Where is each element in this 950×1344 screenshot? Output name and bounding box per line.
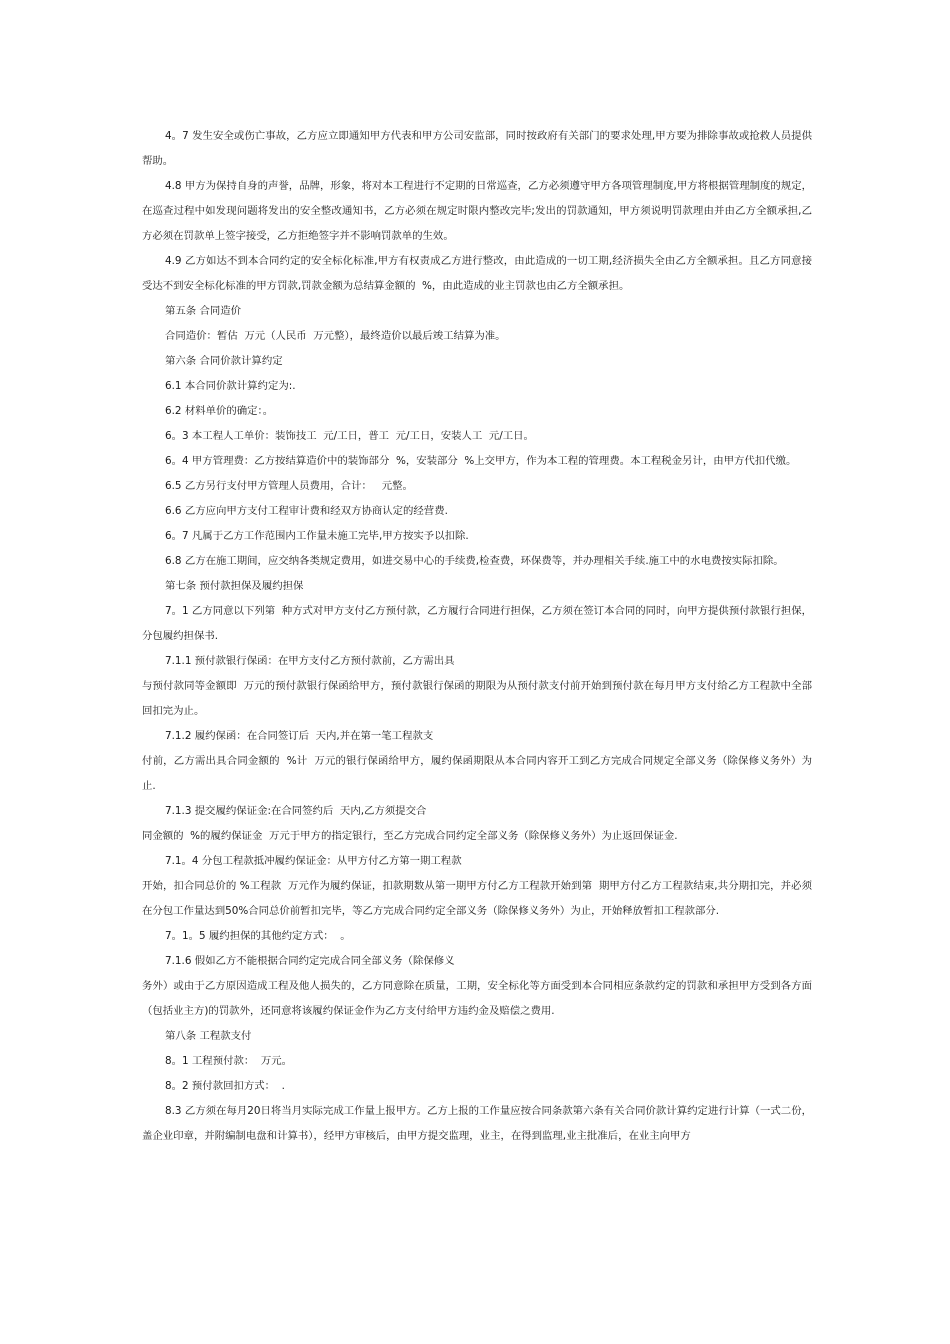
paragraph: 6.6 乙方应向甲方支付工程审计费和经双方协商认定的经营费. [165, 505, 448, 517]
paragraph: 7.1.2 履约保函：在合同签订后 天内,并在第一笔工程款支 [165, 730, 434, 742]
paragraph: 8。2 预付款回扣方式： . [165, 1080, 285, 1092]
paragraph: 8。1 工程预付款： 万元。 [165, 1055, 293, 1067]
paragraph: 第六条 合同价款计算约定 [165, 355, 283, 367]
paragraph: 7。1 乙方同意以下列第 种方式对甲方支付乙方预付款，乙方履行合同进行担保，乙方须在签订本合同的同时，向甲方提供预付款银行担保，分包履约担保书. [142, 605, 812, 642]
paragraph: 8.3 乙方须在每月20日将当月实际完成工作量上报甲方。乙方上报的工作量应按合同条款第六条有关合同价款计算约定进行计算（一式二份，盖企业印章，并附编制电盘和计算书），经甲方审核后，由甲方提交监理，业主，在得到监理,业主批准后，在业主向甲方 [142, 1105, 812, 1142]
paragraph: 6.1 本合同价款计算约定为:. [165, 380, 296, 392]
paragraph: 7.1.3 提交履约保证金:在合同签约后 天内,乙方须提交合 [165, 805, 427, 817]
paragraph: 6。4 甲方管理费：乙方按结算造价中的装饰部分 %，安装部分 %上交甲方，作为本工程的管理费。本工程税金另计，由甲方代扣代缴。 [165, 455, 797, 467]
paragraph: 6.8 乙方在施工期间，应交纳各类规定费用，如进交易中心的手续费,检查费，环保费等，并办理相关手续.施工中的水电费按实际扣除。 [165, 555, 784, 567]
paragraph: 7。1。5 履约担保的其他约定方式： 。 [165, 930, 351, 942]
paragraph: 6.5 乙方另行支付甲方管理人员费用，合计： 元整。 [165, 480, 413, 492]
paragraph: 4.8 甲方为保持自身的声誉，品牌，形象，将对本工程进行不定期的日常巡查，乙方必须遵守甲方各项管理制度,甲方将根据管理制度的规定，在巡查过程中如发现问题将发出的安全整改通知书，乙方必须在规定时限内整改完毕;发出的罚款通知，甲方须说明罚款理由并由乙方全额承担,乙方必须在罚款单上签字接受，乙方拒绝签字并不影响罚款单的生效。 [142, 180, 812, 242]
paragraph: 4。7 发生安全或伤亡事故，乙方应立即通知甲方代表和甲方公司安监部，同时按政府有关部门的要求处理,甲方要为排除事故或抢救人员提供帮助。 [142, 130, 812, 167]
paragraph: 合同造价：暂估 万元（人民币 万元整），最终造价以最后竣工结算为准。 [165, 330, 506, 342]
paragraph: 开始，扣合同总价的 %工程款 万元作为履约保证，扣款期数从第一期甲方付乙方工程款开始到第 期甲方付乙方工程款结束,共分期扣完，并必须在分包工作量达到50%合同总价前暂扣完毕，等乙方完成合同约定全部义务（除保修义务外）为止，开始释放暂扣工程款部分. [142, 880, 812, 917]
paragraph: 与预付款同等金额即 万元的预付款银行保函给甲方，预付款银行保函的期限为从预付款支付前开始到预付款在每月甲方支付给乙方工程款中全部回扣完为止。 [142, 680, 812, 717]
paragraph: 第八条 工程款支付 [165, 1030, 252, 1042]
paragraph: 7.1.6 假如乙方不能根据合同约定完成合同全部义务（除保修义 [165, 955, 455, 967]
paragraph: 第五条 合同造价 [165, 305, 242, 317]
paragraph: 4.9 乙方如达不到本合同约定的安全标化标准,甲方有权责成乙方进行整改，由此造成的一切工期,经济损失全由乙方全额承担。且乙方同意接受达不到安全标化标准的甲方罚款,罚款金额为总结算金额的 %，由此造成的业主罚款也由乙方全额承担。 [142, 255, 812, 292]
paragraph: 6.2 材料单价的确定：。 [165, 405, 274, 417]
paragraph: 7.1。4 分包工程款抵冲履约保证金：从甲方付乙方第一期工程款 [165, 855, 462, 867]
paragraph: 6。3 本工程人工单价：装饰技工 元/工日，普工 元/工日，安装人工 元/工日。 [165, 430, 534, 442]
paragraph: 付前，乙方需出具合同金额的 %计 万元的银行保函给甲方，履约保函期限从本合同内容开工到乙方完成合同规定全部义务（除保修义务外）为止. [142, 755, 812, 792]
paragraph: 7.1.1 预付款银行保函：在甲方支付乙方预付款前，乙方需出具 [165, 655, 455, 667]
paragraph: 第七条 预付款担保及履约担保 [165, 580, 304, 592]
document-page [142, 124, 812, 1149]
paragraph: 同金额的 %的履约保证金 万元于甲方的指定银行，至乙方完成合同约定全部义务（除保修义务外）为止返回保证金. [142, 830, 678, 842]
paragraph: 务外）或由于乙方原因造成工程及他人损失的，乙方同意除在质量，工期，安全标化等方面受到本合同相应条款约定的罚款和承担甲方受到各方面（包括业主方)的罚款外，还同意将该履约保证金作为乙方支付给甲方违约金及赔偿之费用. [142, 980, 812, 1017]
paragraph: 6。7 凡属于乙方工作范围内工作量未施工完毕,甲方按实予以扣除. [165, 530, 469, 542]
